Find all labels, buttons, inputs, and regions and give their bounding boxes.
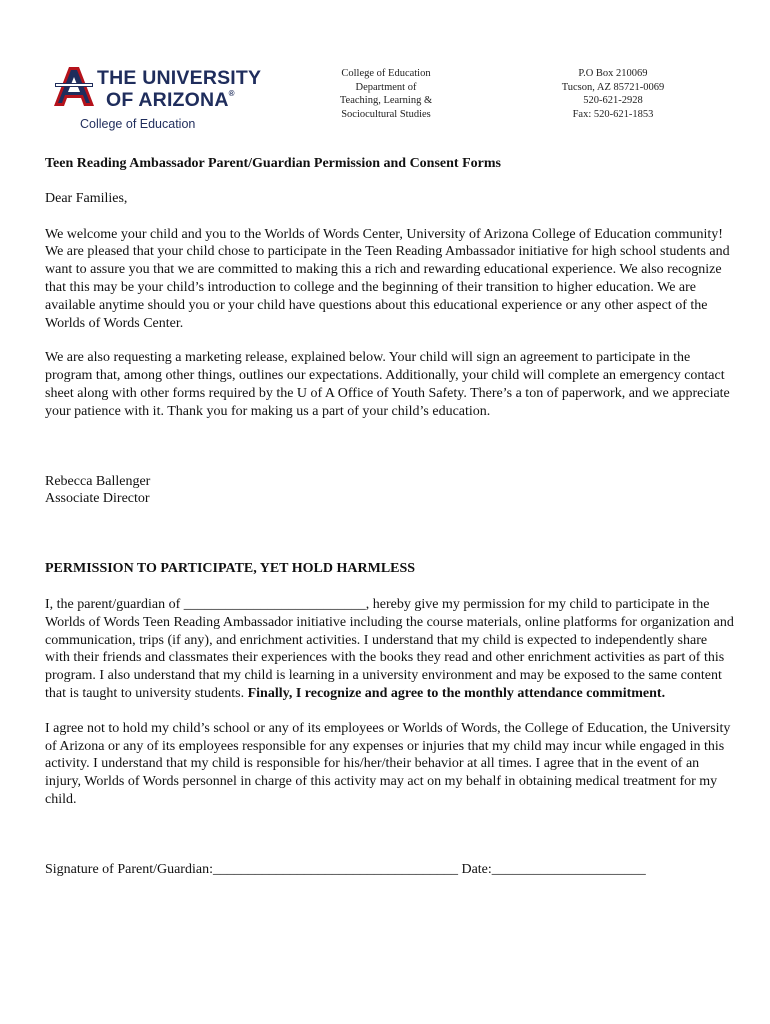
permission-prefix: I, the parent/guardian of (45, 596, 184, 612)
marketing-paragraph: We are also requesting a marketing release, explained below. Your child will sign an agreement to participate in the program that, among other things, outlines our expectations. Additionally, your child will complete an emergency contact sheet along with other forms required by the U of A Office of Youth Safety. There’s a ton of paperwork, and we appreciate your patience with it. Thank you for making us a part of your child’s education. (45, 350, 730, 419)
dept-line: Sociocultural Studies (341, 108, 431, 120)
dept-line: Teaching, Learning & (339, 95, 433, 107)
child-name-field[interactable]: __________________________ (183, 596, 366, 612)
post-line: Fax: 520-621-1853 (572, 108, 654, 120)
intro-paragraph: We welcome your child and you to the Worlds of Words Center, University of Arizona College of Education community! We are pleased that your child chose to participate in the Teen Reading Ambassador initiative for high school students and want to assure you that we are committed to making this a rich and rewarding educational experience. We also recognize that this may be your child’s introduction to college and the beginning of their transition to higher education. We are available anytime should you or your child have questions about this educational experience or any other aspect of the Worlds of Words Center. (45, 226, 730, 331)
post-line: P.O Box 210069 (578, 68, 648, 79)
logo-college-text: College of Education (80, 117, 196, 131)
letter-body (45, 155, 735, 879)
permission-paragraph (45, 596, 735, 703)
postal-address (540, 67, 686, 121)
signature-label: Signature of Parent/Guardian: (45, 861, 213, 877)
date-field[interactable]: ______________________ (491, 861, 646, 877)
arizona-a-logo-icon (53, 66, 95, 108)
signature-block (45, 473, 735, 509)
permission-title: PERMISSION TO PARTICIPATE, YET HOLD HARMLESS (45, 561, 416, 577)
logo-university-text: THE UNIVERSITY (97, 67, 262, 89)
dept-line: Department of (355, 81, 417, 93)
signature-line (45, 861, 735, 879)
post-line: 520-621-2928 (583, 95, 643, 107)
logo-arizona-text: OF ARIZONA® (106, 89, 235, 111)
signer-title: Associate Director (45, 491, 150, 507)
attendance-commitment: Finally, I recognize and agree to the monthly attendance commitment. (247, 685, 666, 701)
university-logo (53, 64, 262, 136)
dept-line: College of Education (341, 68, 431, 79)
department-address (318, 67, 454, 121)
letter-title: Teen Reading Ambassador Parent/Guardian Permission and Consent Forms (45, 156, 501, 171)
post-line: Tucson, AZ 85721-0069 (561, 81, 665, 93)
date-label: Date: (457, 861, 492, 877)
signature-field[interactable]: ___________________________________ (212, 861, 458, 877)
hold-harmless-paragraph: I agree not to hold my child’s school or any of its employees or Worlds of Words, the College of Education, the University of Arizona or any of its employees responsible for any expenses or injuries that my child may incur while engaged in this activity. I understand that my child is responsible for his/her/their behavior at all times. I agree that in the event of an injury, Worlds of Words personnel in charge of this activity may act on my behalf in obtaining medical treatment for my child. (45, 720, 731, 807)
greeting: Dear Families, (45, 190, 128, 206)
permission-text: , hereby give my permission for my child to participate in the Worlds of Words Teen Reading Ambassador initiative including the course materials, online platforms for organization and communication, trips (if any), and enrichment activities. I understand that my child is expected to independently share with their friends and classmates their experiences with the books they read and other enrichment activities as part of this program. I also understand that my child is learning in a university environment and may be exposed to the same content that is taught to university students. (45, 596, 734, 701)
signer-name: Rebecca Ballenger (45, 473, 151, 489)
